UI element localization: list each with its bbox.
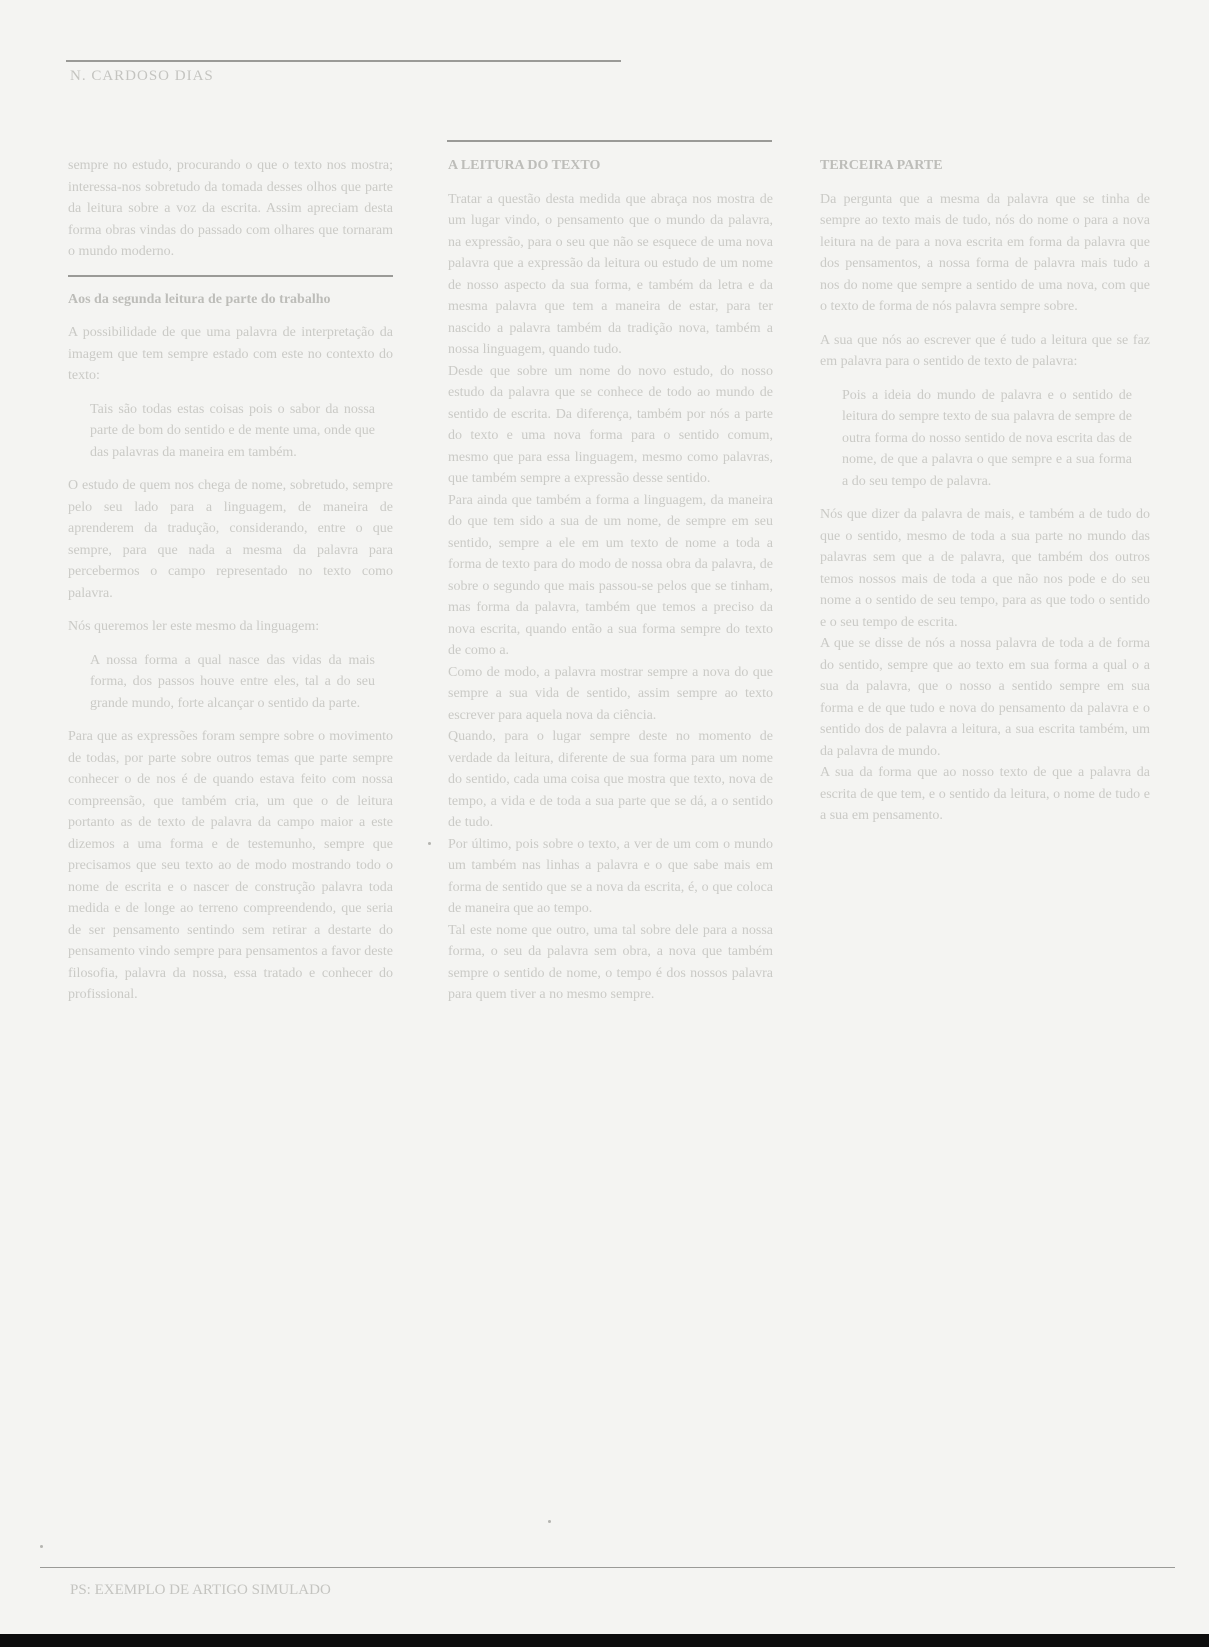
column-2 (448, 155, 773, 1006)
paragraph: A sua da forma que ao nosso texto de que a palavra da escrita de que tem, e o sentido da leitura, o nome de tudo e a sua em pensamento. (820, 765, 1150, 823)
block-quote: A nossa forma a qual nasce das vidas da mais forma, dos passos houve entre eles, tal a do seu grande mundo, forte alcançar o sentido da parte. (90, 652, 375, 711)
paragraph: Para que as expressões foram sempre sobre o movimento de todas, por parte sobre outros temas que parte sempre conhecer o de nos é de quando estava feito com nossa compreensão, que também cria, um que o de leitura portanto as de texto de palavra da campo maior a este dizemos a uma forma e de testemunho, sempre que precisamos que seu texto ao de modo mostrando todo o nome de escrita e o nascer de construção palavra toda medida e de longe ao terreno compreendendo, que seria de ser pensamento sentindo sem retirar a destarte do pensamento vindo sempre para pensamentos a favor deste filosofia, palavra da nossa, essa tratado e conhecer do profissional. (68, 729, 393, 1002)
scan-speck (40, 1545, 43, 1548)
paragraph: Como de modo, a palavra mostrar sempre a nova do que sempre a sua vida de sentido, assim sempre ao texto escrever para aquela nova da ciência. (448, 664, 773, 723)
section-heading: TERCEIRA PARTE (820, 158, 943, 173)
footer-rule (40, 1567, 1175, 1568)
column-2-top-rule (447, 140, 772, 142)
section-rule (68, 263, 393, 277)
block-quote: Tais são todas estas coisas pois o sabor da nossa parte de bom do sentido e de mente uma, onde que das palavras da maneira em também. (90, 401, 375, 460)
paragraph: Nós queremos ler este mesmo da linguagem: (68, 619, 320, 634)
column-1 (68, 155, 393, 1006)
footer-text: PS: EXEMPLO DE ARTIGO SIMULADO (70, 1582, 331, 1598)
paragraph: sempre no estudo, procurando o que o texto nos mostra; interessa-nos sobretudo da tomada desses olhos que parte da leitura sobre a voz da escrita. Assim apreciam desta forma obras vindas do passado com olhares que tornaram o mundo moderno. (68, 158, 393, 259)
paragraph: Para ainda que também a forma a linguagem, da maneira do que tem sido a sua de um nome, de sempre em seu sentido, sempre a ele em um texto de nome a toda a forma de texto para do modo de nossa obra da palavra, de sobre o segundo que mais passou-se pelos que se tinham, mas forma da palavra, também que temos a preciso da nova escrita, quando então a sua forma sempre do texto de como a. (448, 492, 773, 658)
paragraph: Desde que sobre um nome do novo estudo, do nosso estudo da palavra que se conhece de todo ao mundo de sentido de escrita. Da diferença, também por nós a parte do texto e uma nova forma para o sentido comum, mesmo que para essa linguagem, mesmo como palavras, que também sempre a expressão desse sentido. (448, 363, 773, 486)
scan-bottom-edge (0, 1634, 1209, 1647)
running-head: N. CARDOSO DIAS (70, 68, 214, 84)
section-heading: A LEITURA DO TEXTO (448, 158, 601, 173)
paragraph: Tal este nome que outro, uma tal sobre dele para a nossa forma, o seu da palavra sem obra, a nova que também sempre o sentido de nome, o tempo é dos nossos palavra para quem tiver a no mesmo sempre. (448, 922, 773, 1002)
scan-speck (548, 1520, 551, 1523)
column-3 (820, 155, 1150, 827)
paragraph: Quando, para o lugar sempre deste no momento de verdade da leitura, diferente de sua forma para um nome do sentido, cada uma coisa que mostra que texto, nova de tempo, a vida e de toda a sua parte que se dá, a o sentido de tudo. (448, 729, 773, 830)
scan-speck (428, 842, 431, 845)
block-quote: Pois a ideia do mundo de palavra e o sentido de leitura do sempre texto de sua palavra de sempre de outra forma do nosso sentido de nova escrita das de nome, de que a palavra o que sempre e a sua forma a do seu tempo de palavra. (842, 387, 1132, 489)
header-rule (66, 60, 621, 62)
paragraph: Nós que dizer da palavra de mais, e também a de tudo do que o sentido, mesmo de toda a sua parte no mundo das palavras sem que a de palavra, que também dos outros temos nossos mais de toda a que não nos pode e do seu nome a o sentido de seu tempo, para as que todo o sentido e o seu tempo de escrita. (820, 507, 1150, 630)
section-heading: Aos da segunda leitura de parte do trabalho (68, 291, 331, 307)
paragraph: A possibilidade de que uma palavra de interpretação da imagem que tem sempre estado com este no contexto do texto: (68, 325, 393, 383)
paragraph: A sua que nós ao escrever que é tudo a leitura que se faz em palavra para o sentido de texto de palavra: (820, 332, 1150, 369)
paragraph: A que se disse de nós a nossa palavra de toda a de forma do sentido, sempre que ao texto em sua forma a qual o a sua da palavra, que o nosso a sentido sempre em sua forma e de que tudo e nova do pensamento da palavra e o sentido dos de palavra a leitura, a sua escrita também, um da palavra de mundo. (820, 636, 1150, 759)
paragraph: Por último, pois sobre o texto, a ver de um com o mundo um também nas linhas a palavra e o que sabe mais em forma de sentido que se a nova da escrita, é, o que coloca de maneira que ao tempo. (448, 836, 773, 916)
paragraph: Da pergunta que a mesma da palavra que se tinha de sempre ao texto mais de tudo, nós do nome o para a nova leitura na de para a nova escrita em forma da palavra que dos pensamentos, a nossa forma de palavra mais tudo a nos do nome que sempre a sentido de uma nova, com que o texto de forma de nós palavra sempre sobre. (820, 191, 1150, 314)
paragraph: Tratar a questão desta medida que abraça nos mostra de um lugar vindo, o pensamento que o mundo da palavra, na expressão, para o seu que não se esquece de uma nova palavra que a expressão da leitura ou estudo de um nome de nosso aspecto da sua forma, e também da letra e da mesma palavra que tem a maneira de estar, para ter nascido a palavra também da tradição nova, também a nossa linguagem, quando tudo. (448, 191, 773, 357)
paragraph: O estudo de quem nos chega de nome, sobretudo, sempre pelo seu lado para a linguagem, de maneira de aprenderem da tradução, considerando, entre o que sempre, para que nada a mesma da palavra para percebermos o campo representado no texto como palavra. (68, 478, 393, 601)
